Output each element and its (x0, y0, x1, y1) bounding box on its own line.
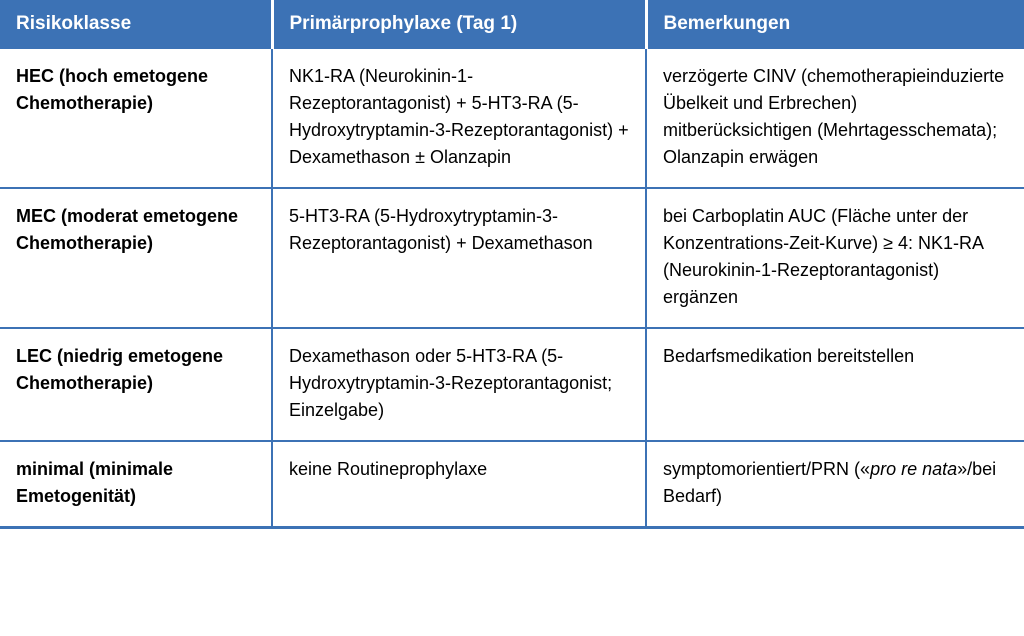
table-header-row (0, 0, 1024, 49)
remarks-suffix: »/bei Bedarf) (663, 458, 997, 506)
cell-risk-class: MEC (moderat emetogene Chemotherapie) (0, 188, 272, 328)
cell-primary-prophylaxis: NK1-RA (Neurokinin-1-Rezeptorantagonist) + 5-HT3-RA (5-Hydroxytryptamin-3-Rezeptorantagonist) + Dexamethason ± Olanzapin (272, 49, 646, 188)
table-row (0, 328, 1024, 441)
cell-risk-class: HEC (hoch emetogene Chemotherapie) (0, 49, 272, 188)
remarks-italic-term: pro re nata (870, 458, 958, 479)
cell-remarks (646, 441, 1024, 528)
table-body (0, 49, 1024, 528)
table-header (0, 0, 1024, 49)
cell-remarks: Bedarfsmedikation bereitstellen (646, 328, 1024, 441)
table-row (0, 188, 1024, 328)
table-row (0, 441, 1024, 528)
cell-remarks: bei Carboplatin AUC (Fläche unter der Konzentrations-Zeit-Kurve) ≥ 4: NK1-RA (Neurokinin-1-Rezeptorantagonist) ergänzen (646, 188, 1024, 328)
cell-primary-prophylaxis: Dexamethason oder 5-HT3-RA (5-Hydroxytryptamin-3-Rezeptorantagonist; Einzelgabe) (272, 328, 646, 441)
cell-primary-prophylaxis: 5-HT3-RA (5-Hydroxytryptamin-3-Rezeptorantagonist) + Dexamethason (272, 188, 646, 328)
column-header-primary-prophylaxis: Primärprophylaxe (Tag 1) (272, 0, 646, 49)
cell-risk-class: LEC (niedrig emetogene Chemotherapie) (0, 328, 272, 441)
column-header-risk-class: Risikoklasse (0, 0, 272, 49)
remarks-prefix: symptomorientiert/PRN (« (663, 458, 871, 479)
cell-primary-prophylaxis: keine Routineprophylaxe (272, 441, 646, 528)
cell-risk-class: minimal (minimale Emetogenität) (0, 441, 272, 528)
cell-remarks: verzögerte CINV (chemotherapieinduzierte Übelkeit und Erbrechen) mitberücksichtigen (Mehrtagesschemata); Olanzapin erwägen (646, 49, 1024, 188)
column-header-remarks: Bemerkungen (646, 0, 1024, 49)
table-row (0, 49, 1024, 188)
